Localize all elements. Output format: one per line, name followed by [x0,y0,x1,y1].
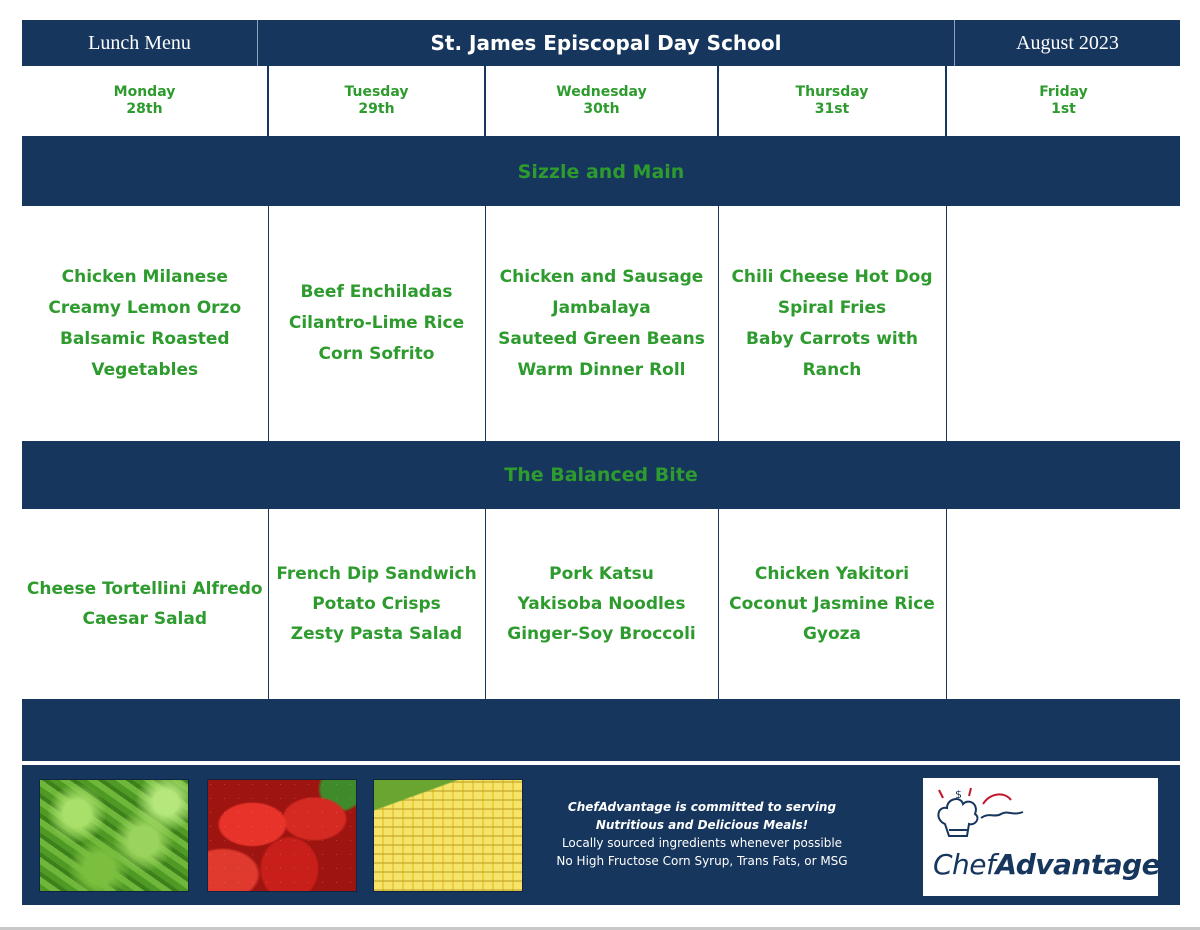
day-name: Friday [1039,84,1088,100]
section-band [22,137,1180,206]
logo-wordmark: ChefAdvantage [933,848,1161,881]
month-label: August 2023 [954,20,1180,66]
lettuce-photo [39,779,189,892]
meal-item: Potato Crisps [312,594,441,614]
empty-band [22,699,1180,762]
day-tuesday [268,66,485,137]
meal-item: Chicken Yakitori [754,564,910,584]
school-name: St. James Episcopal Day School [430,31,782,55]
meal-item: Corn Sofrito [318,344,435,364]
meal-item: Ginger-Soy Broccoli [507,624,696,644]
meal-item: Chicken Milanese [61,266,228,287]
commitment-line: No High Fructose Corn Syrup, Trans Fats, or MSG [556,854,848,868]
meal-item: Balsamic Roasted [59,328,230,349]
meal-item: Jambalaya [552,297,651,318]
meal-item: Beef Enchiladas [300,282,453,302]
meal-cell [946,509,1180,699]
meal-item: Chicken and Sausage [499,266,704,287]
menu-header [22,20,1180,66]
commitment-line: ChefAdvantage is committed to serving [567,800,837,814]
day-name: Thursday [795,84,869,100]
section-title-balanced: The Balanced Bite [22,441,1180,509]
day-name: Wednesday [556,84,647,100]
meal-item: Gyoza [802,624,862,644]
meal-cell [946,206,1180,441]
meal-item: Warm Dinner Roll [517,359,686,380]
meal-cell [718,509,946,699]
section-title-sizzle: Sizzle and Main [22,137,1180,206]
blank-band [22,699,1180,762]
day-wednesday [485,66,718,137]
meal-cell [268,509,485,699]
day-date: 29th [358,101,395,117]
day-name: Tuesday [344,84,409,100]
day-date: 31st [814,101,850,117]
chefadvantage-logo [923,778,1161,896]
meal-cell [485,206,718,441]
corn-photo [373,779,523,892]
meal-cell [268,206,485,441]
day-monday [22,66,268,137]
meal-item: Creamy Lemon Orzo [48,297,242,318]
day-row [22,66,1180,137]
meal-item: Spiral Fries [777,297,887,318]
day-name: Monday [113,84,176,100]
meal-item: Caesar Salad [82,609,208,629]
day-date: 28th [126,101,163,117]
meal-row-sizzle [22,206,1180,441]
day-thursday [718,66,946,137]
strawberries-photo [207,779,357,892]
day-date: 1st [1051,101,1076,117]
meal-item: Coconut Jasmine Rice [729,594,935,614]
meal-cell [22,206,268,441]
meal-item: Zesty Pasta Salad [290,624,463,644]
meal-item: Sauteed Green Beans [498,328,705,349]
commitment-text [542,798,862,870]
day-friday [946,66,1180,137]
meal-cell [718,206,946,441]
footer-banner [22,765,1180,905]
commitment-line: Nutritious and Delicious Meals! [595,818,809,832]
meal-item: Cilantro-Lime Rice [288,313,465,333]
meal-item: French Dip Sandwich [276,564,477,584]
day-date: 30th [583,101,620,117]
meal-item: Vegetables [91,359,199,380]
commitment-line: Locally sourced ingredients whenever possible [561,836,843,850]
meal-cell [22,509,268,699]
meal-item: Chili Cheese Hot Dog [731,266,933,287]
svg-text:$: $ [955,788,962,801]
meal-item: Pork Katsu [549,564,654,584]
section-band [22,441,1180,509]
meal-item: Cheese Tortellini Alfredo [26,579,263,599]
meal-row-balanced [22,509,1180,699]
chef-hat-icon [931,784,1041,848]
meal-item: Baby Carrots with Ranch [746,328,918,380]
menu-grid [22,66,1180,763]
meal-cell [485,509,718,699]
header-label: Lunch Menu [22,20,258,66]
meal-item: Yakisoba Noodles [517,594,686,614]
